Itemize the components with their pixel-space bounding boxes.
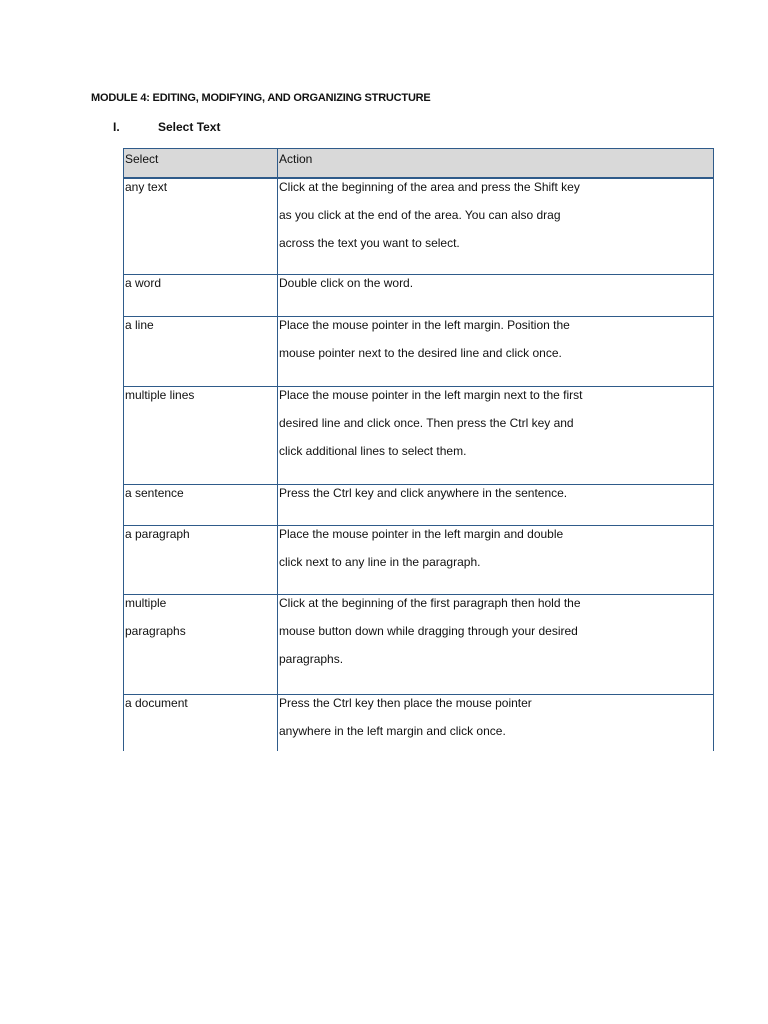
- action-text: mouse button down while dragging through your desired: [279, 623, 578, 638]
- action-text: Place the mouse pointer in the left margin next to the first: [279, 387, 583, 402]
- action-text: Double click on the word.: [279, 275, 414, 290]
- action-text: across the text you want to select.: [279, 236, 460, 250]
- action-text: desired line and click once. Then press the Ctrl key and: [279, 415, 574, 430]
- select-text: paragraphs: [125, 623, 186, 638]
- select-text-table: [123, 148, 714, 751]
- select-cell: [124, 316, 278, 386]
- action-text: Press the Ctrl key then place the mouse pointer: [279, 695, 532, 710]
- select-cell: [124, 178, 278, 274]
- select-text: multiple lines: [125, 387, 195, 402]
- section-heading: [113, 120, 220, 134]
- table-row: [124, 694, 714, 751]
- select-cell: [124, 386, 278, 484]
- header-select: Select: [124, 149, 278, 179]
- action-cell: [278, 594, 714, 694]
- action-text: Place the mouse pointer in the left margin and double: [279, 526, 564, 541]
- select-text: a line: [125, 317, 154, 332]
- header-action: Action: [278, 149, 714, 179]
- action-text: anywhere in the left margin and click once.: [279, 723, 506, 738]
- action-text: paragraphs.: [279, 651, 344, 666]
- action-text: Click at the beginning of the area and press the Shift key: [279, 180, 580, 194]
- action-text: as you click at the end of the area. You can also drag: [279, 208, 561, 222]
- action-text: click next to any line in the paragraph.: [279, 554, 481, 569]
- action-text: Place the mouse pointer in the left margin. Position the: [279, 317, 570, 332]
- action-text: Click at the beginning of the first paragraph then hold the: [279, 595, 581, 610]
- select-cell: [124, 525, 278, 594]
- section-title: Select Text: [158, 120, 221, 134]
- table-row: [124, 525, 714, 594]
- select-text: a document: [125, 695, 188, 710]
- action-text: Press the Ctrl key and click anywhere in the sentence.: [279, 485, 568, 500]
- table-row: [124, 386, 714, 484]
- action-cell: [278, 525, 714, 594]
- table-row: [124, 178, 714, 274]
- select-text: any text: [125, 180, 168, 194]
- table-row: [124, 594, 714, 694]
- select-cell: [124, 594, 278, 694]
- select-cell: [124, 694, 278, 751]
- action-cell: [278, 316, 714, 386]
- action-text: mouse pointer next to the desired line and click once.: [279, 345, 562, 360]
- select-text: a word: [125, 275, 162, 290]
- select-text: a sentence: [125, 485, 184, 500]
- action-cell: [278, 386, 714, 484]
- select-text: a paragraph: [125, 526, 190, 541]
- module-title: MODULE 4: EDITING, MODIFYING, AND ORGANIZING STRUCTURE: [91, 92, 431, 104]
- action-text: click additional lines to select them.: [279, 443, 467, 458]
- select-text: multiple: [125, 595, 167, 610]
- table-row: [124, 316, 714, 386]
- section-number: I.: [113, 120, 120, 134]
- action-cell: [278, 694, 714, 751]
- action-cell: [278, 178, 714, 274]
